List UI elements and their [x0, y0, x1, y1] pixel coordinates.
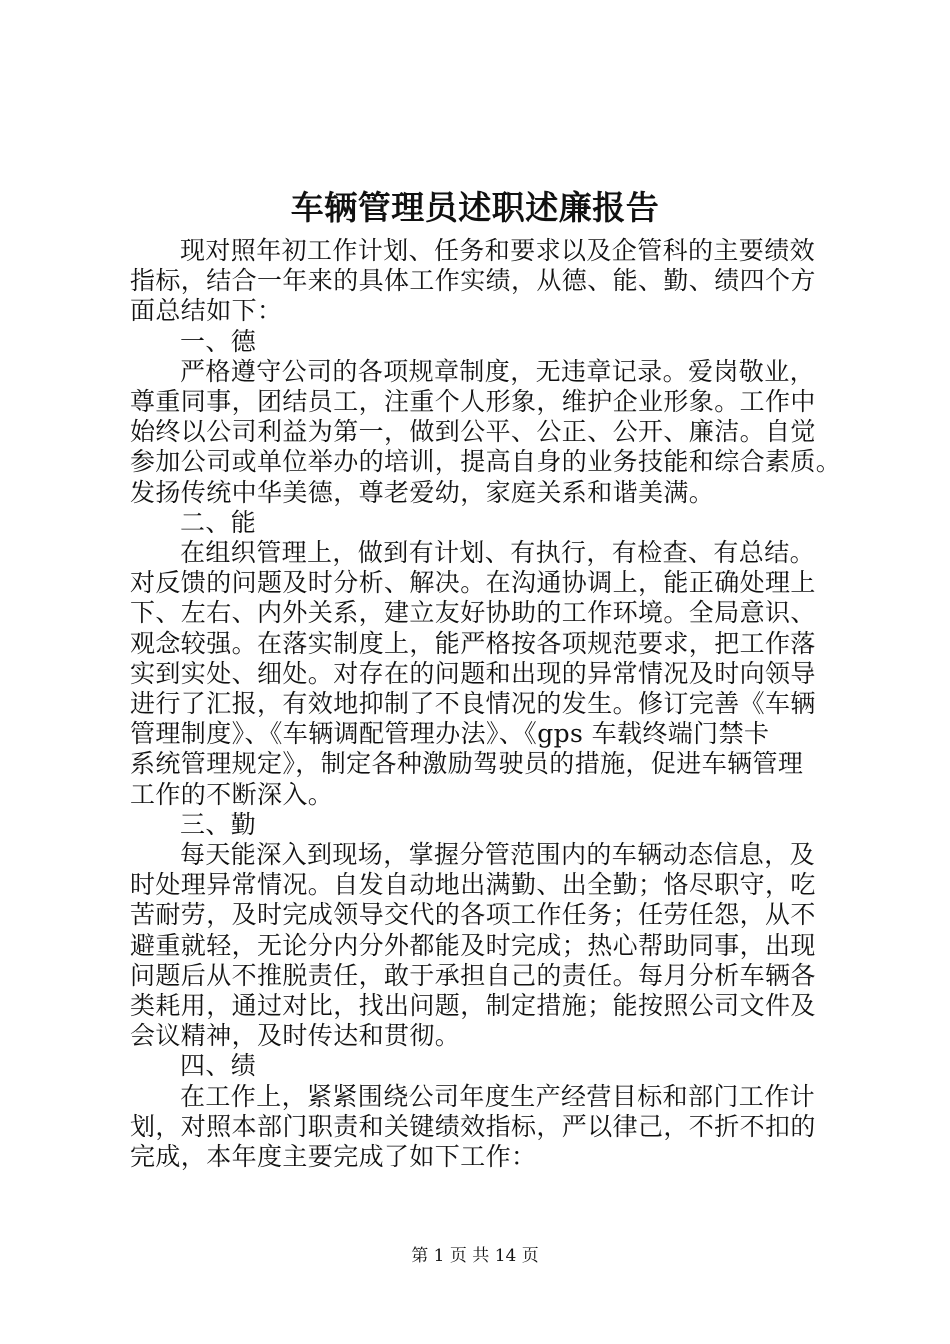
paragraph-line: 实到实处、细处。对存在的问题和出现的异常情况及时向领导	[130, 658, 816, 688]
paragraph-line: 在组织管理上，做到有计划、有执行，有检查、有总结。	[180, 538, 816, 568]
paragraph-line: 管理制度》、《车辆调配管理办法》、《gps 车载终端门禁卡	[130, 719, 770, 749]
paragraph-line: 在工作上，紧紧围绕公司年度生产经营目标和部门工作计	[180, 1081, 816, 1111]
paragraph-line: 现对照年初工作计划、任务和要求以及企管科的主要绩效	[180, 236, 816, 265]
paragraph-line: 指标，结合一年来的具体工作实绩，从德、能、勤、绩四个方	[130, 266, 816, 296]
paragraph-line: 时处理异常情况。自发自动地出满勤、出全勤；恪尽职守，吃	[130, 870, 816, 900]
paragraph-line: 完成，本年度主要完成了如下工作：	[130, 1142, 537, 1172]
paragraph-line: 苦耐劳，及时完成领导交代的各项工作任务；任劳任怨，从不	[130, 900, 816, 930]
section-heading: 三、勤	[180, 809, 257, 839]
paragraph-line: 严格遵守公司的各项规章制度，无违章记录。爱岗敬业，	[180, 356, 816, 386]
document-title: 车辆管理员述职述廉报告	[290, 188, 660, 227]
paragraph-line: 参加公司或单位举办的培训，提高自身的业务技能和综合素质。	[130, 447, 842, 477]
paragraph-line: 下、左右、内外关系，建立友好协助的工作环境。全局意识、	[130, 598, 816, 628]
paragraph-line: 尊重同事，团结员工，注重个人形象，维护企业形象。工作中	[130, 387, 816, 417]
document-body	[130, 236, 842, 1172]
paragraph-line: 划，对照本部门职责和关键绩效指标，严以律己，不折不扣的	[130, 1111, 816, 1141]
section-heading: 一、德	[180, 326, 257, 356]
paragraph-line: 发扬传统中华美德，尊老爱幼，家庭关系和谐美满。	[130, 477, 715, 507]
paragraph-line: 始终以公司利益为第一，做到公平、公正、公开、廉洁。自觉	[130, 417, 816, 447]
paragraph-line: 观念较强。在落实制度上，能严格按各项规范要求，把工作落	[130, 628, 816, 658]
paragraph-line: 系统管理规定》，制定各种激励驾驶员的措施，促进车辆管理	[130, 749, 804, 779]
paragraph-line: 进行了汇报，有效地抑制了不良情况的发生。修订完善《车辆	[130, 689, 816, 719]
section-heading: 二、能	[180, 507, 257, 537]
paragraph-line: 每天能深入到现场，掌握分管范围内的车辆动态信息，及	[180, 840, 816, 870]
paragraph-line: 工作的不断深入。	[130, 779, 334, 809]
paragraph-line: 面总结如下：	[130, 296, 283, 326]
section-heading: 四、绩	[180, 1051, 257, 1081]
paragraph-line: 问题后从不推脱责任，敢于承担自己的责任。每月分析车辆各	[130, 960, 816, 990]
paragraph-line: 避重就轻，无论分内分外都能及时完成；热心帮助同事，出现	[130, 930, 816, 960]
page-number-footer: 第 1 页 共 14 页	[411, 1246, 539, 1266]
paragraph-line: 会议精神，及时传达和贯彻。	[130, 1021, 461, 1051]
paragraph-line: 类耗用，通过对比，找出问题，制定措施；能按照公司文件及	[130, 991, 816, 1021]
paragraph-line: 对反馈的问题及时分析、解决。在沟通协调上，能正确处理上	[130, 568, 816, 598]
